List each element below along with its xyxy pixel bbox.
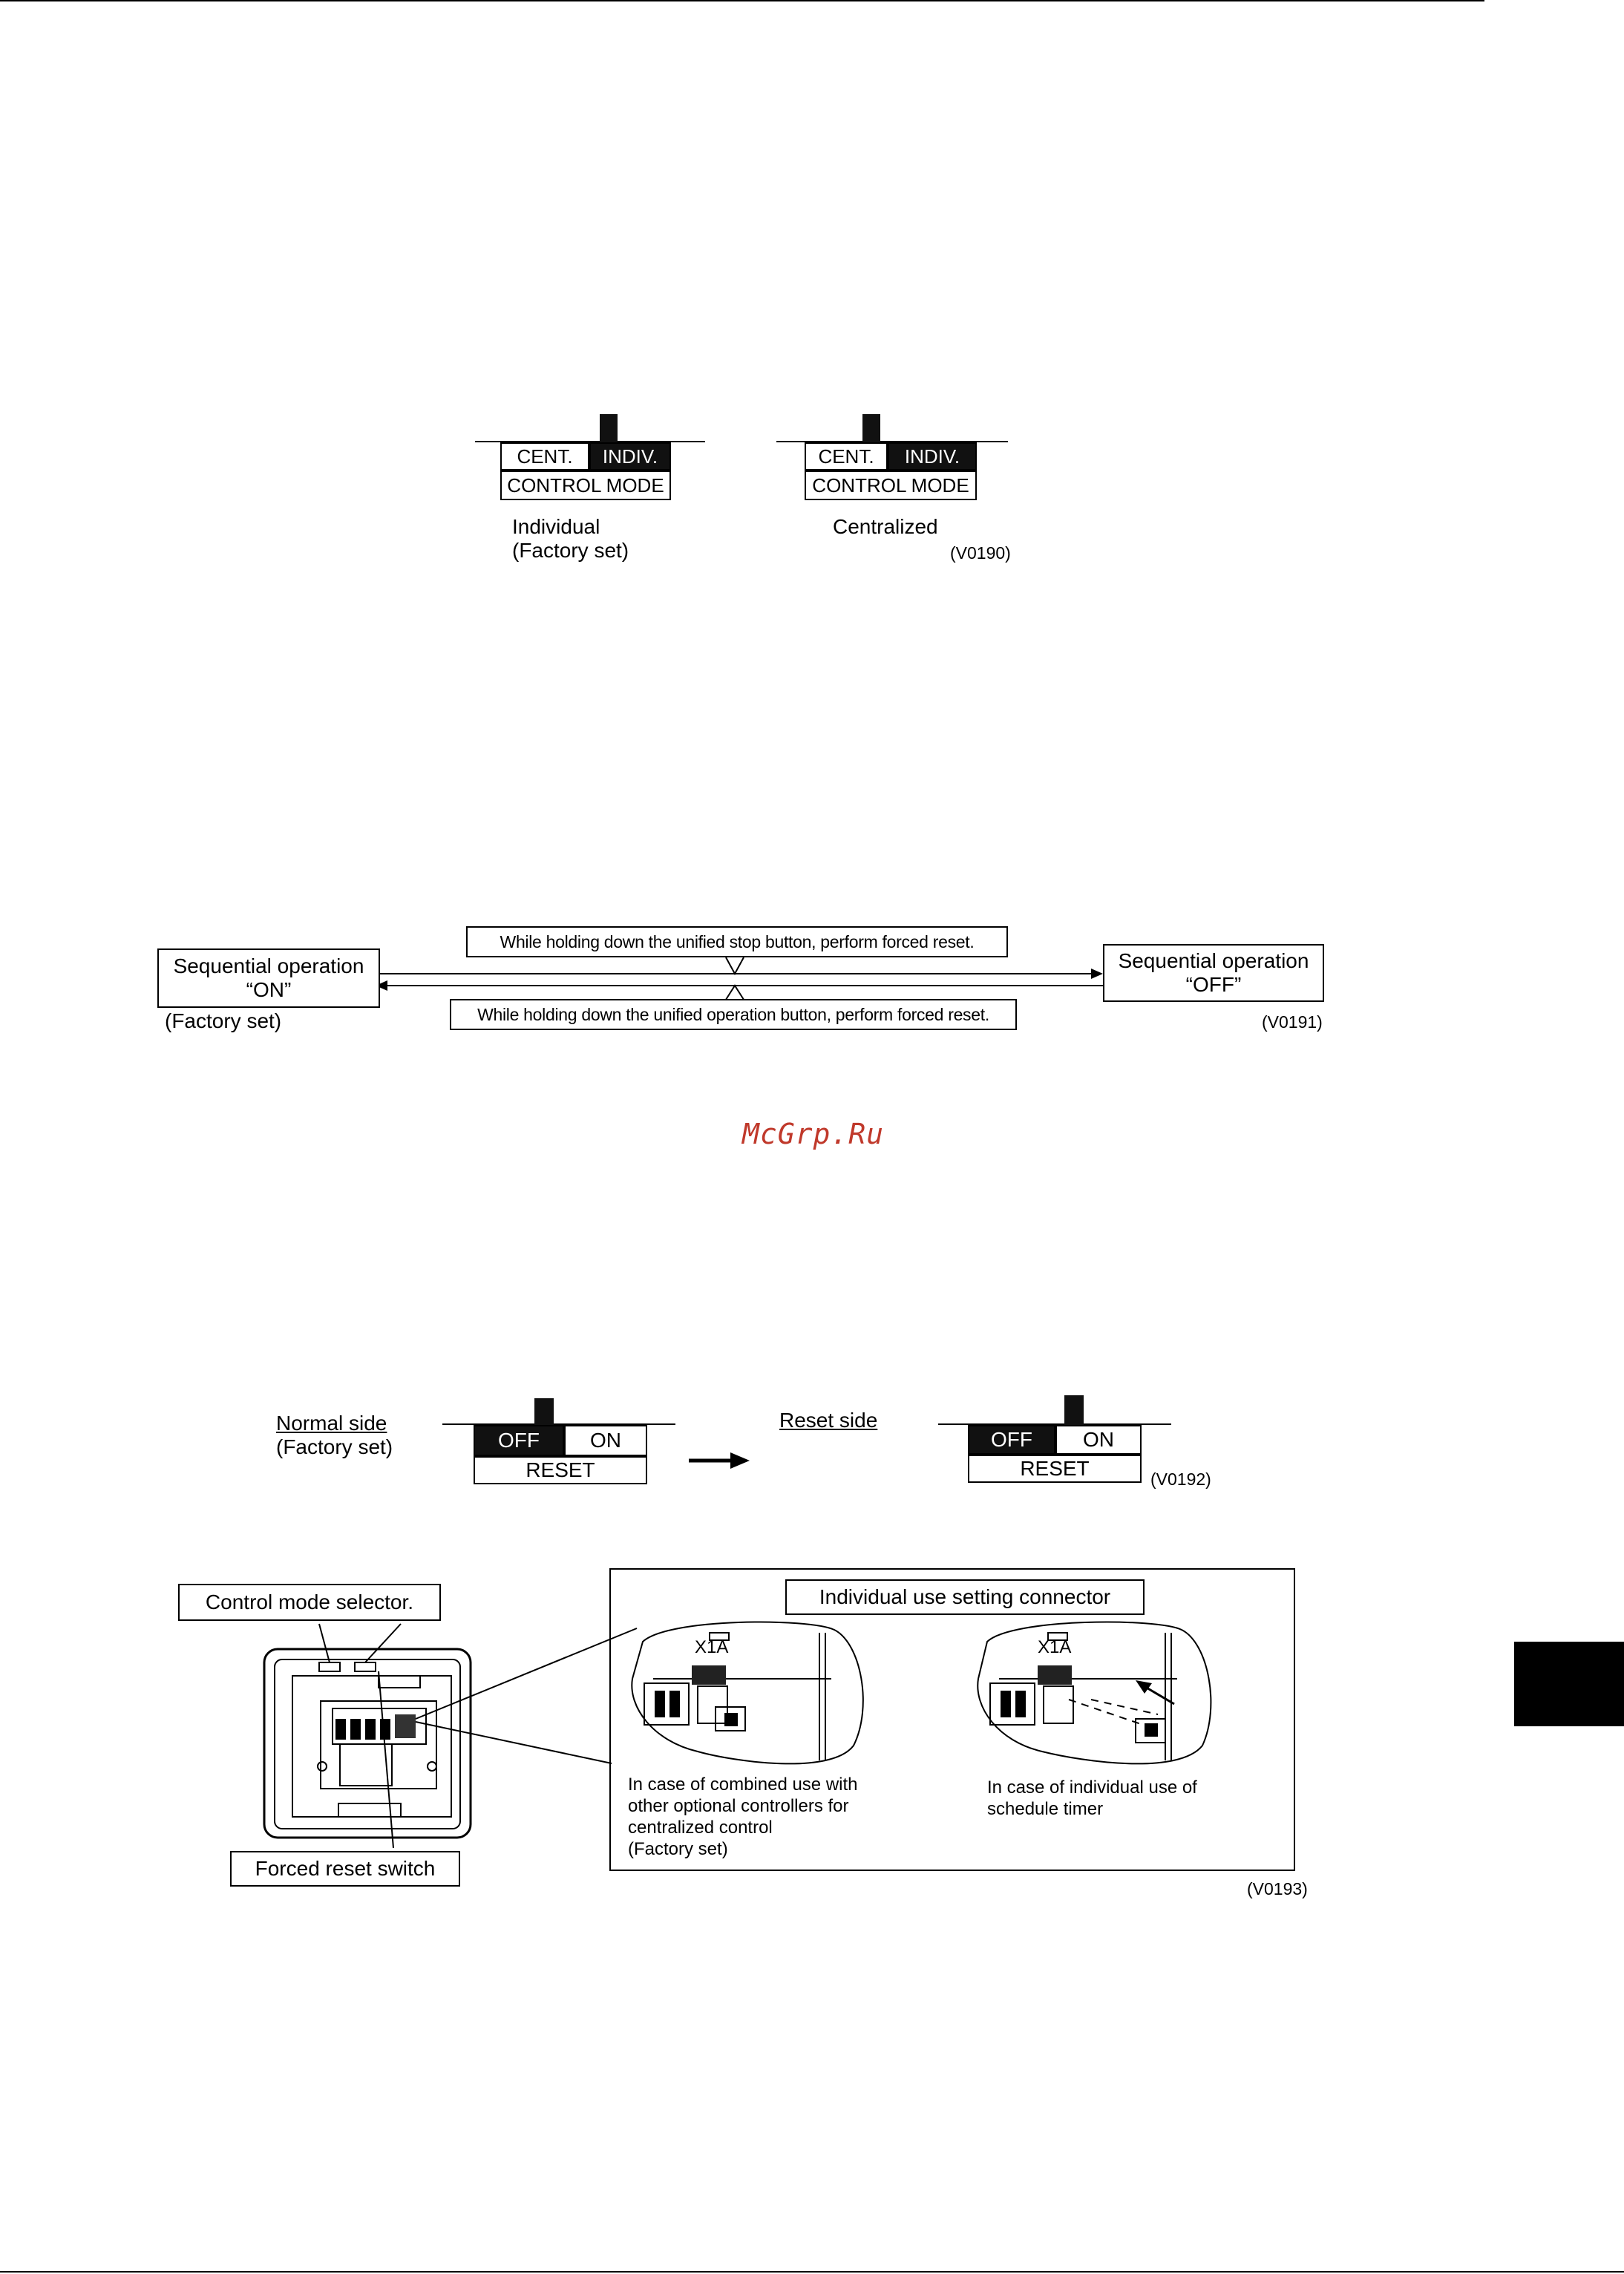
on-label: ON — [564, 1425, 647, 1456]
reset-label: RESET — [474, 1456, 647, 1484]
operation-instruction-box: While holding down the unified operation button, perform forced reset. — [450, 999, 1017, 1030]
centralized-caption: Centralized — [833, 515, 938, 538]
sequential-on-line2: “ON” — [246, 978, 292, 1001]
off-label: OFF — [968, 1425, 1055, 1455]
control-mode-label: CONTROL MODE — [805, 471, 977, 500]
indiv-label: INDIV. — [888, 442, 977, 471]
individual-caption: Individual — [512, 515, 600, 538]
figure-code: (V0193) — [1247, 1879, 1308, 1898]
combined-use-line4: (Factory set) — [628, 1839, 728, 1859]
combined-use-line1: In case of combined use with — [628, 1775, 858, 1795]
chapter-tab — [1514, 1642, 1624, 1726]
sequential-off-line1: Sequential operation — [1118, 949, 1309, 972]
control-mode-selector-label: Control mode selector. — [178, 1584, 441, 1621]
indiv-label: INDIV. — [589, 442, 671, 471]
normal-side-label: Normal side — [276, 1412, 387, 1435]
combined-use-line3: centralized control — [628, 1818, 773, 1838]
combined-use-line2: other optional controllers for — [628, 1796, 849, 1816]
connector-id-right: X1A — [1038, 1637, 1072, 1657]
forced-reset-switch-label: Forced reset switch — [230, 1851, 460, 1887]
off-label: OFF — [474, 1425, 564, 1456]
combined-use-caption — [628, 1774, 858, 1860]
individual-use-caption — [987, 1777, 1197, 1820]
stop-instruction-box: While holding down the unified stop button, perform forced reset. — [466, 926, 1008, 957]
individual-use-line2: schedule timer — [987, 1799, 1104, 1819]
figure-code: (V0190) — [950, 543, 1011, 563]
sequential-on-line1: Sequential operation — [173, 954, 364, 977]
watermark: McGrp.Ru — [742, 1118, 885, 1150]
connector-id-left: X1A — [695, 1637, 729, 1657]
cent-label: CENT. — [500, 442, 589, 471]
individual-factory-set: (Factory set) — [512, 539, 629, 562]
control-mode-label: CONTROL MODE — [500, 471, 671, 500]
reset-side-label: Reset side — [779, 1409, 878, 1432]
sequential-factory-set: (Factory set) — [165, 1009, 282, 1032]
cent-label: CENT. — [805, 442, 888, 471]
figure-code: (V0191) — [1262, 1012, 1323, 1032]
on-label: ON — [1055, 1425, 1142, 1455]
reset-label: RESET — [968, 1455, 1142, 1483]
individual-use-line1: In case of individual use of — [987, 1777, 1197, 1798]
figure-code: (V0192) — [1150, 1469, 1211, 1489]
normal-factory-set: (Factory set) — [276, 1435, 393, 1458]
connector-title: Individual use setting connector — [785, 1579, 1145, 1615]
sequential-off-line2: “OFF” — [1185, 973, 1242, 996]
